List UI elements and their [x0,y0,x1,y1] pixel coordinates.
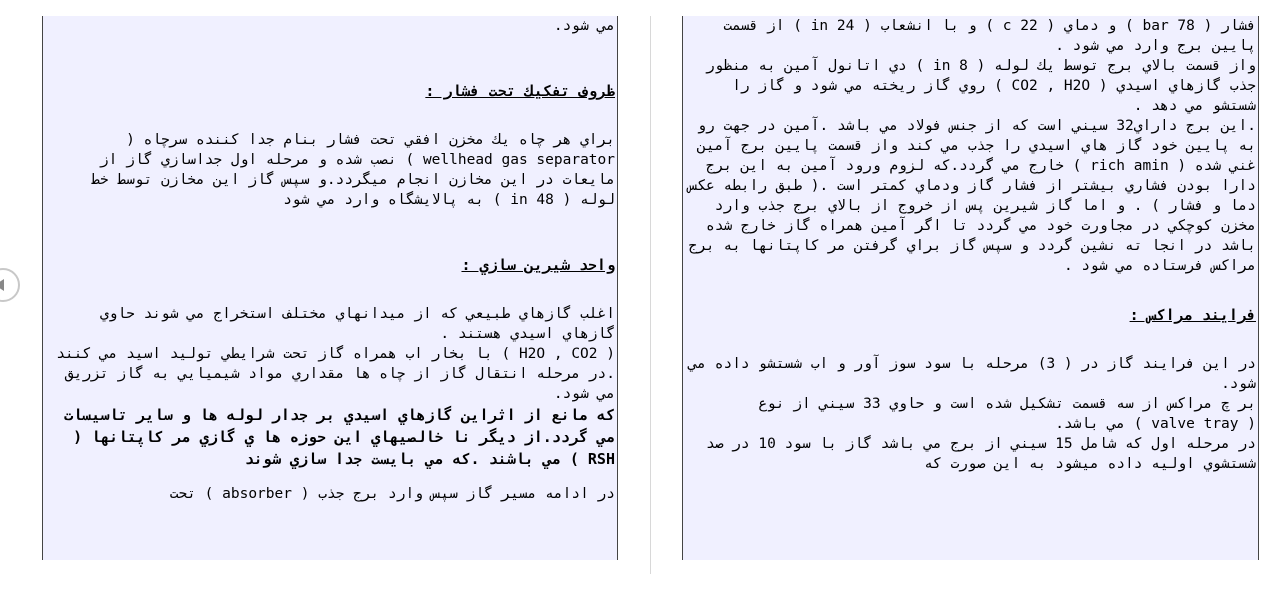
paragraph-acid-gases: اغلب گازهاي طبيعي كه از ميدانهاي مختلف استخراج مي شوند حاوي گازهاي اسيدي هستند . [99,306,615,342]
page-divider [650,16,651,574]
paragraph-bold-mercaptans: كه مانع از اثراين گازهاي اسيدي بر جدار لوله ها و ساير تاسيسات مي گردد.از ديگر نا خالصيهاي اين حوزه ها ي گازي مر كاپتانها ( RSH ) مي باشند .كه مي بايست جدا سازي شوند [64,406,615,468]
paragraph-pressure: فشار ( 78 bar ) و دماي ( 22 c ) و با انشعاب ( 24 in ) از قسمت پايين برج وارد مي شود . [723,18,1256,54]
paragraph-absorber: در ادامه مسير گاز سپس وارد برج جذب ( absorber ) تحت [169,486,615,502]
heading-pressure-separators: ظروف تفكيك تحت فشار : [425,82,615,100]
paragraph-separators: براي هر چاه يك مخزن افقي تحت فشار بنام جدا كننده سرچاه ( wellhead gas separator ) نصب شده و مرحله اول جداسازي گاز از مايعات در اين مخازن انجام ميگردد.و سپس گاز اين مخازن توسط خط لوله ( 48 in ) به پالايشگاه وارد مي شود [91,132,615,208]
heading-merox-process: فرايند مراكس : [1129,306,1256,324]
paragraph-merox-stages: در اين فرايند گاز در ( 3) مرحله با سود سوز آور و اب شستشو داده مي شود. [688,356,1256,392]
paragraph-h2o-co2: ( H2O , CO2 ) با بخار اب همراه گاز تحت شرايطي توليد اسيد مي كنند .در مرحله انتقال گاز از چاه ها مقداري مواد شيميايي به گاز تزريق مي شود. [56,346,615,402]
paragraph-first-stage: در مرحله اول كه شامل 15 سيني از برج مي باشد گاز با سود 10 در صد شستشوي اوليه داده ميشود به اين صورت كه [705,436,1256,472]
paragraph-merox-tower: بر چ مراكس از سه قسمت تشكيل شده است و حاوي 33 سيني از نوع [758,396,1256,412]
left-page [42,16,618,560]
paragraph-amine-pipe: واز قسمت بالاي برج توسط يك لوله ( 8 in ) دي اتانول آمين به منظور جذب گازهاي اسيدي ( CO2 , H2O ) روي گاز ريخته مي شود و گاز را شستشو مي دهد . [705,58,1256,114]
previous-page-arrow-icon[interactable] [0,268,20,302]
paragraph-valve-tray: ( valve tray ) مي باشد. [1055,416,1256,432]
left-intro: مي شود. [553,18,615,34]
right-page [682,16,1259,560]
heading-sweetening-unit: واحد شيرين سازي : [461,256,615,274]
paragraph-tower-trays: .اين برج داراي32 سيني است كه از جنس فولاد مي باشد .آمين در جهت رو به پايين خود گاز هاي اسيدي را جذب مي كند واز قسمت پايين برج آمين غني شده ( rich amin ) خارج مي گردد.كه لزوم ورود آمين به اين برج دارا بودن فشاري بيشتر از فشار گاز ودماي كمتر است .( طبق رابطه عكس دما و فشار ) . و اما گاز شيرين پس از خروج از بالاي برج جذب وارد مخزن كوچكي در مجاورت خود مي گردد تا اگر آمين همراه گاز خارج شده باشد در انجا ته نشين گردد و سپس گاز براي گرفتن مر كاپتانها به برج مراكس فرستاده مي شود . [688,118,1256,274]
